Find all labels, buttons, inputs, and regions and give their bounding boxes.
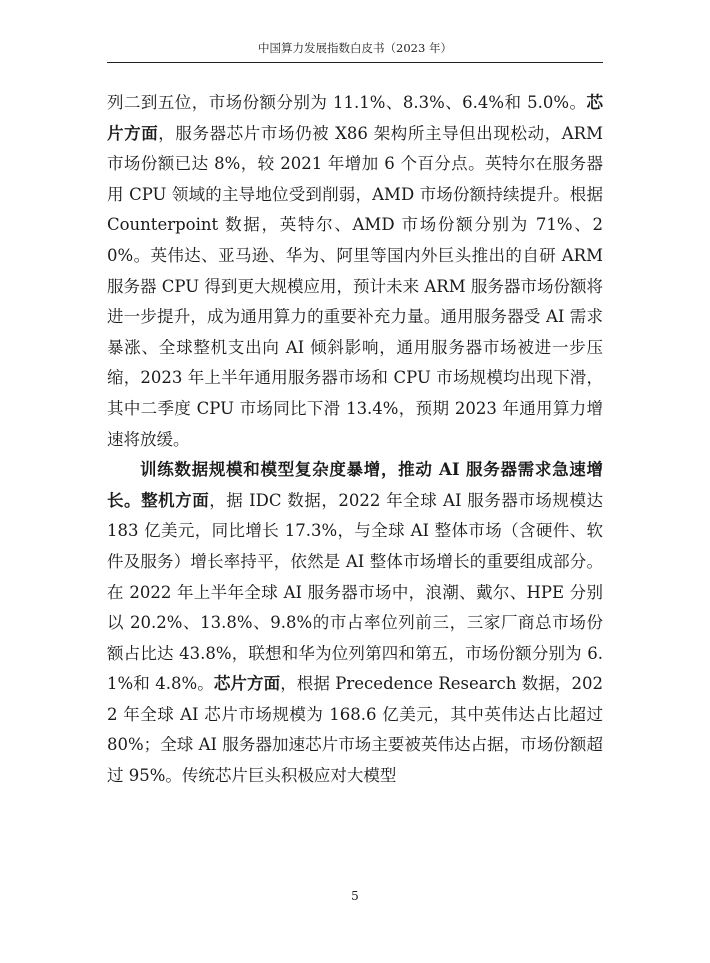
header-divider	[107, 62, 603, 63]
paragraph-2-run-3: ，据 IDC 数据，2022 年全球 AI 服务器市场规模达 183 亿美元，同比增长 17.3%，与全球 AI 整体市场（含硬件、软件及服务）增长率持平，依然是 AI 整体市场增长的重要组成部分。在 2022 年上半年全球 AI 服务器市场中，浪潮、戴尔、HPE 分别以 20.2%、13.8%、9.8%的市占率位列前三，三家厂商总市场份额占比达 43.8%，联想和华为位列第四和第五，市场份额分别为 6.1%和 4.8%。	[107, 490, 604, 694]
paragraph-2	[107, 455, 603, 792]
paragraph-1-run-3: ，服务器芯片市场仍被 X86 架构所主导但出现松动，ARM 市场份额已达 8%，较 2021 年增加 6 个百分点。英特尔在服务器用 CPU 领域的主导地位受到削弱，AMD 市场份额持续提升。根据 Counterpoint 数据，英特尔、AMD 市场份额分别为 71%、20%。英伟达、亚马逊、华为、阿里等国内外巨头推出的自研 ARM 服务器 CPU 得到更大规模应用，预计未来 ARM 服务器市场份额将进一步提升，成为通用算力的重要补充力量。通用服务器受 AI 需求暴涨、全球整机支出向 AI 倾斜影响，通用服务器市场被进一步压缩，2023 年上半年通用服务器市场和 CPU 市场规模均出现下滑，其中二季度 CPU 市场同比下滑 13.4%，预期 2023 年通用算力增速将放缓。	[107, 123, 604, 449]
body-text	[107, 88, 603, 792]
paragraph-2-run-5: ，根据 Precedence Research 数据，2022 年全球 AI 芯片市场规模为 168.6 亿美元，其中英伟达占比超过 80%；全球 AI 服务器加速芯片市场主要被英伟达占据，市场份额超过 95%。传统芯片巨头积极应对大模型	[107, 674, 603, 786]
page-number: 5	[351, 889, 359, 903]
running-header: 中国算力发展指数白皮书（2023 年）	[258, 41, 452, 55]
paragraph-2-bold-lead: 训练数据规模和模型复杂度暴增，推动 AI 服务器需求急速增长。	[107, 460, 603, 510]
paragraph-1-run-1: 列二到五位，市场份额分别为 11.1%、8.3%、6.4%和 5.0%。	[107, 93, 587, 112]
paragraph-1	[107, 88, 603, 455]
paragraph-2-bold-chip-heading: 芯片方面	[213, 674, 281, 694]
paragraph-1-bold-chip-heading: 芯片方面	[107, 93, 603, 143]
paragraph-2-bold-machine-heading: 整机方面	[141, 490, 210, 510]
